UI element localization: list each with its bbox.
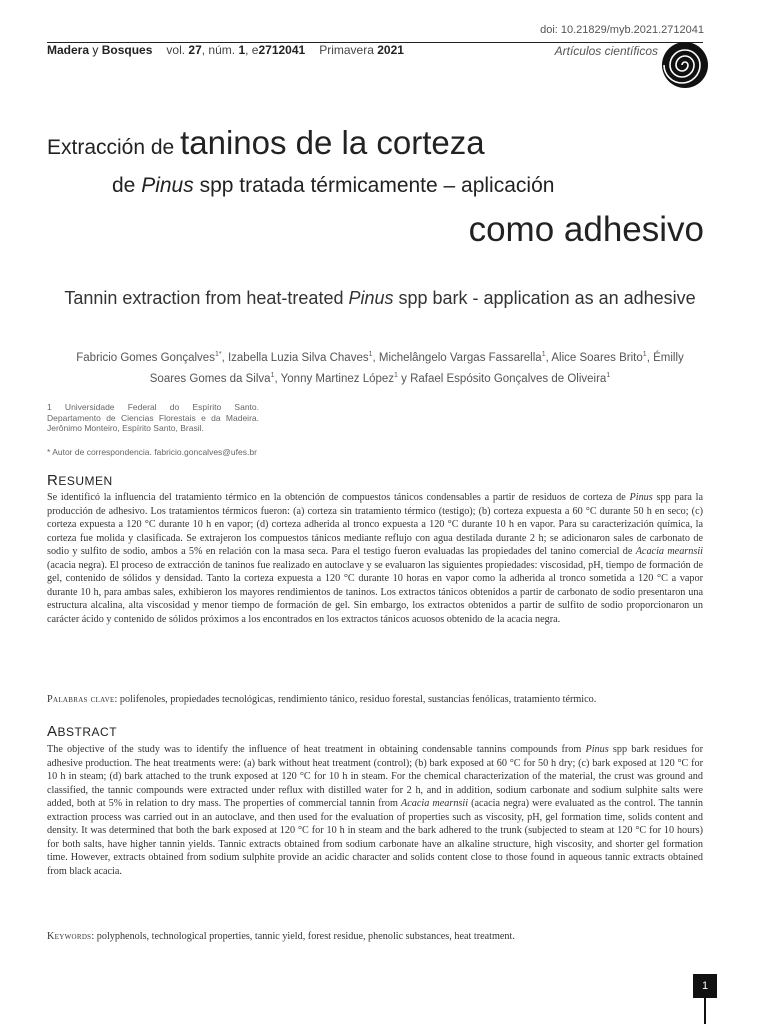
author-name: Yonny Martinez López bbox=[280, 372, 395, 385]
author-name: Émilly Soares Gomes da Silva bbox=[149, 351, 684, 385]
resumen-keywords-text: : polifenoles, propiedades tecnológicas, rendimiento tánico, residuo forestal, sustancias fenólicas, tratamiento térmico. bbox=[114, 694, 597, 705]
spiral-logo-icon bbox=[660, 40, 710, 90]
journal-name-and: y bbox=[89, 43, 102, 57]
abstract-keywords-text: : polyphenols, technological properties, tannic yield, forest residue, phenolic substances, heat treatment. bbox=[91, 931, 515, 942]
year: 2021 bbox=[377, 43, 404, 57]
english-title-pre: Tannin extraction from heat-treated bbox=[64, 288, 349, 308]
resumen-species: Acacia mearnsii bbox=[635, 546, 703, 557]
issue-number: 1 bbox=[238, 43, 246, 57]
resumen-heading-rest: ESUMEN bbox=[58, 474, 113, 488]
resumen-text-b: spp para la producción de adhesivo. Los tratamientos térmicos fueron: (a) corteza sin tratamiento térmico (testigo); (b) corteza expuesta a 60 °C durante 50 h en seco; (c) corteza expuesta a 120 °C durante 10 h en vapor; (d) corteza adherida al tronco expuesta a 120 °C durante 10 h en vapor. Para su caracterización química, la corteza fue molida y clasificada. Se extrajeron los compuestos tánicos mediante reflujo con agua destilada durante 2 h; se adicionaron sales de carbonato de sodio y sulfito de sodio, ambos a 5% en relación con la masa seca. Para el testigo fueron evaluadas las propiedades del tanino comercial de bbox=[47, 492, 703, 557]
journal-citation bbox=[47, 43, 404, 57]
abstract-heading bbox=[47, 723, 117, 740]
author-separator: , bbox=[646, 351, 654, 364]
season: Primavera bbox=[319, 43, 378, 57]
author-affiliation-mark: 1* bbox=[214, 351, 222, 358]
title-line-3: como adhesivo bbox=[468, 210, 704, 249]
english-title-genus: Pinus bbox=[348, 288, 394, 308]
title-genus: Pinus bbox=[141, 174, 194, 197]
author-affiliation-mark: 1 bbox=[394, 371, 398, 379]
author-name: Fabricio Gomes Gonçalves bbox=[76, 351, 215, 364]
abstract-keywords-label: Keywords bbox=[47, 931, 92, 942]
volume-label: vol. bbox=[166, 43, 189, 57]
resumen-heading-initial: R bbox=[47, 472, 59, 489]
author-affiliation-mark: 1 bbox=[541, 351, 546, 358]
title-line-1 bbox=[47, 124, 485, 162]
resumen-keywords-label: Palabras clave bbox=[47, 694, 115, 705]
abstract-heading-initial: A bbox=[47, 723, 58, 740]
author-name: Alice Soares Brito bbox=[551, 351, 643, 364]
page-number: 1 bbox=[693, 974, 717, 998]
author-name: Michelângelo Vargas Fassarella bbox=[378, 351, 542, 364]
correspondence-note: * Autor de correspondencia. fabricio.goncalves@ufes.br bbox=[47, 447, 257, 457]
abstract-text-a: The objective of the study was to identify the influence of heat treatment in obtaining condensable tannins compounds from bbox=[47, 744, 586, 755]
author-affiliation-mark: 1 bbox=[642, 351, 647, 358]
resumen-genus: Pinus bbox=[629, 492, 653, 503]
title-main: taninos de la corteza bbox=[180, 124, 485, 161]
author-separator: , bbox=[372, 351, 379, 364]
affiliation: 1 Universidade Federal do Espírito Santo. Departamento de Ciencias Florestais e da Madeira. Jerônimo Monteiro, Espírito Santo, Brasil. bbox=[47, 402, 259, 433]
abstract-species: Acacia mearnsii bbox=[401, 798, 469, 809]
abstract-keywords bbox=[47, 930, 703, 944]
abstract-genus: Pinus bbox=[585, 744, 609, 755]
eid-label: , e bbox=[245, 43, 259, 57]
resumen-keywords bbox=[47, 693, 703, 707]
author-affiliation-mark: 1 bbox=[606, 371, 611, 379]
abstract-paragraph bbox=[47, 743, 703, 878]
author-name: Izabella Luzia Silva Chaves bbox=[227, 351, 369, 364]
title-line-2-pre: de bbox=[112, 174, 142, 197]
page-number-rule bbox=[704, 998, 706, 1024]
section-label: Artículos científicos bbox=[554, 44, 658, 58]
english-title-post: spp bark - application as an adhesive bbox=[393, 288, 696, 308]
journal-name-a: Madera bbox=[47, 43, 90, 57]
issue-label: , núm. bbox=[201, 43, 239, 57]
volume-number: 27 bbox=[188, 43, 202, 57]
resumen-heading bbox=[47, 472, 113, 489]
author-list bbox=[60, 346, 700, 388]
resumen-text-c: (acacia negra). El proceso de extracción de taninos fue realizado en autoclave y se evaluaron las siguientes propiedades: viscosidad, pH, tiempo de formación de gel, contenido de sólidos y densidad. Tanto la corteza expuesta a 120 °C durante 10 horas en vapor como la adherida al tronco sometida a 120 °C a vapor durante 10 h, para ambas sales, exhibieron los mayores rendimientos de taninos. Los extractos tánicos obtenidos a partir de carbonato de sodio presentaron una estructura alcalina, alta viscosidad y menor tiempo de formación de gel. Sin embargo, los extractos obtenidos a partir de sulfito de sodio proporcionaron un carácter ácido y contenido de sólidos próximos a los encontrados en los extractos tánicos acuosos obtenido de la acacia negra. bbox=[47, 559, 703, 625]
resumen-text-a: Se identificó la influencia del tratamiento térmico en la obtención de compuestos tánicos condensables a partir de residuos de corteza de bbox=[47, 492, 630, 503]
doi-link[interactable]: doi: 10.21829/myb.2021.2712041 bbox=[540, 24, 704, 36]
author-separator: , bbox=[545, 351, 552, 364]
title-prefix: Extracción de bbox=[47, 136, 181, 159]
author-affiliation-mark: 1 bbox=[368, 351, 373, 358]
author-affiliation-mark: 1 bbox=[270, 371, 275, 379]
eid-number: 2712041 bbox=[258, 43, 306, 57]
author-separator: y bbox=[397, 372, 411, 385]
abstract-text-c: (acacia negra) were evaluated as the control. The tannin extraction process was carried out in an autoclave, and then used for the evaluation of properties such as viscosity, pH, gel formation time, solids content and density. It was determined that both the bark exposed at 120 °C for 10 h in steam and the bark adhered to the trunk (subjected to steam at 120 °C for 10 hours) for both salts, have higher tannin yields. Tannic extracts obtained from sodium carbonate have an alkaline structure, high viscosity, and shorter gel formation time. However, extracts obtained from sodium sulphite provide an acidic character and solids content close to those found in aqueous tannic extracts obtained from black acacia. bbox=[47, 798, 704, 877]
author-separator: , bbox=[274, 372, 281, 385]
title-line-2 bbox=[112, 174, 554, 198]
title-line-2-post: spp tratada térmicamente – aplicación bbox=[193, 174, 555, 197]
abstract-text-b: spp bark residues for adhesive production. The heat treatments were: (a) bark without heat treatment (control); (b) bark exposed at 60 °C for 50 h dry; (c) bark exposed at 120 °C for 10 h in steam; (d) bark attached to the trunk exposed at 120 °C for 10 h in steam. For the chemical characterization of the material, the crust was ground and classified, the tannic compounds were extracted under reflux with distilled water for 2 h, and in addition, sodium carbonate and sodium sulphite salts were added, both at 5% in relation to dry mass. The properties of commercial tannin from bbox=[47, 744, 703, 809]
author-name: Rafael Espósito Gonçalves de Oliveira bbox=[410, 372, 607, 385]
journal-name-b: Bosques bbox=[101, 43, 153, 57]
english-title bbox=[60, 286, 700, 310]
author-separator: , bbox=[221, 351, 228, 364]
resumen-paragraph bbox=[47, 491, 703, 626]
abstract-heading-rest: BSTRACT bbox=[57, 725, 118, 739]
